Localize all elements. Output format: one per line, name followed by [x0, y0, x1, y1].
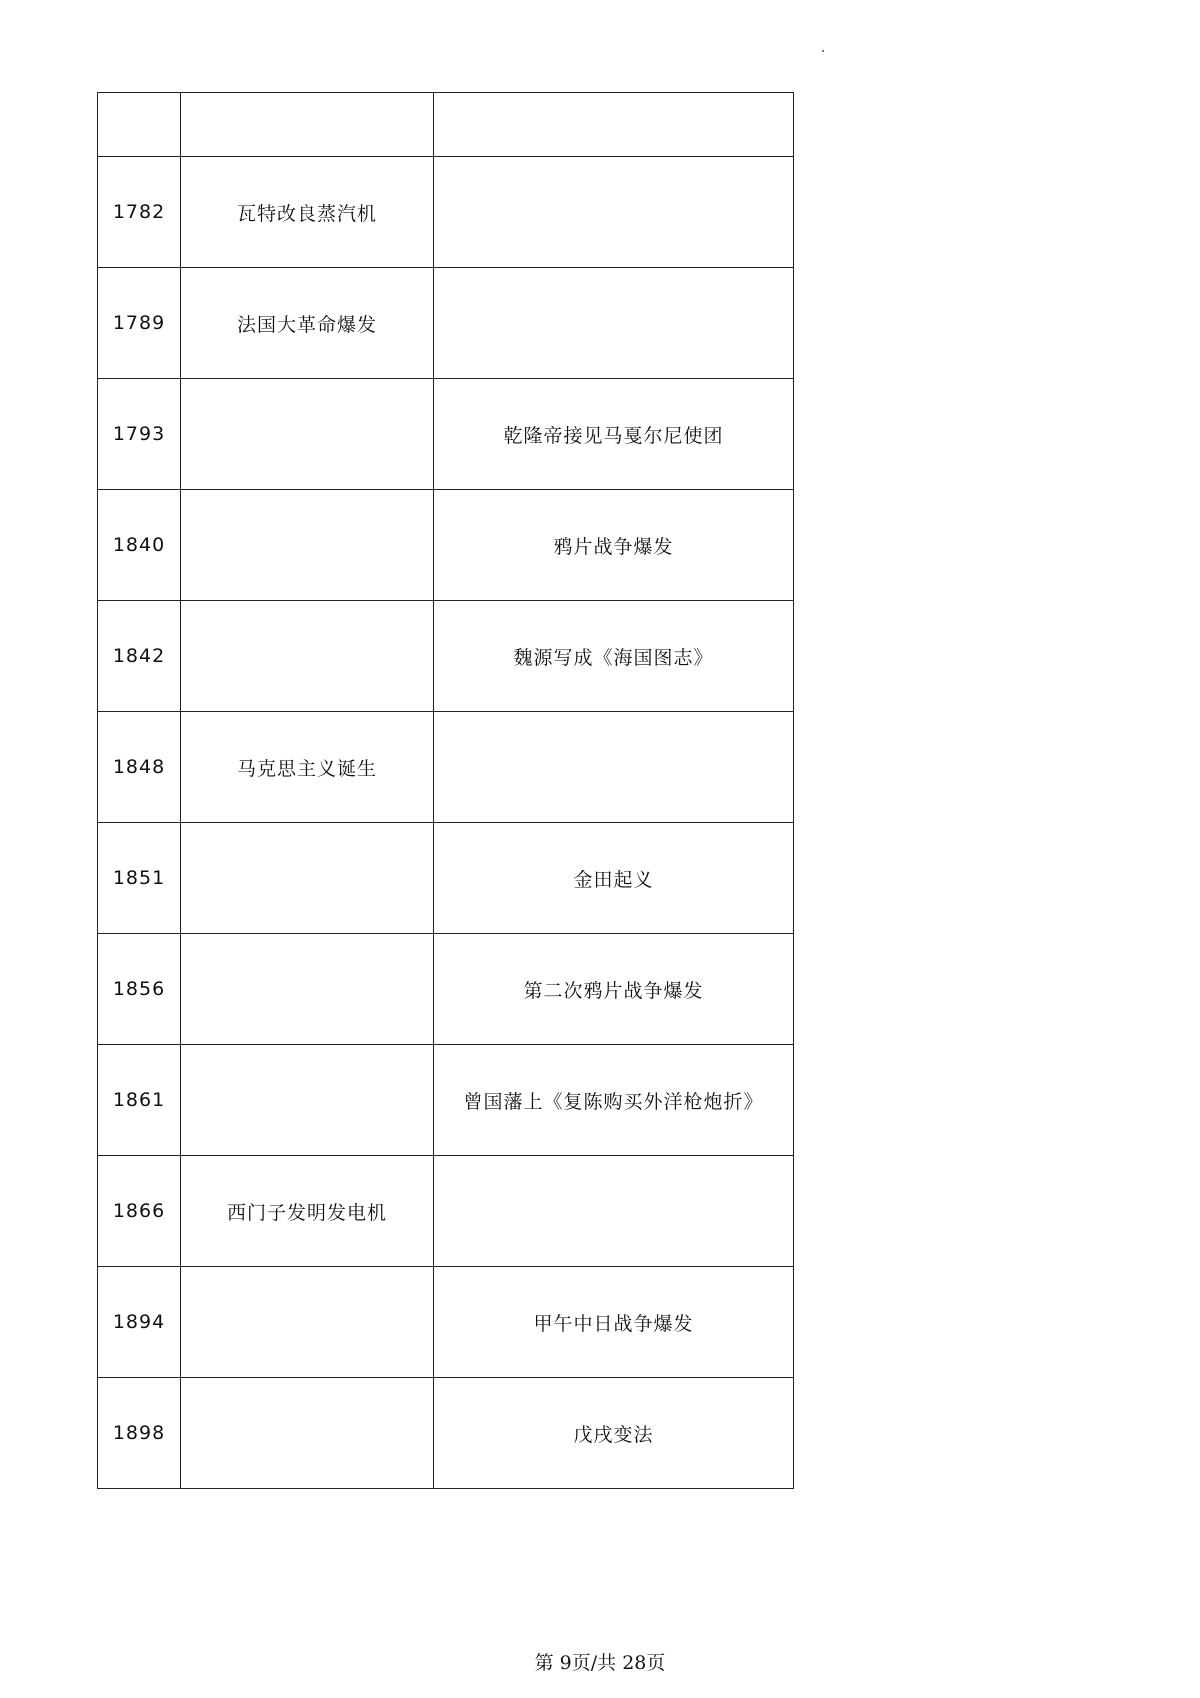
world-event-cell — [181, 934, 434, 1045]
china-event-cell: 第二次鸦片战争爆发 — [434, 934, 794, 1045]
page-speck — [822, 50, 824, 52]
table-row — [98, 601, 794, 712]
world-event-cell: 法国大革命爆发 — [181, 268, 434, 379]
china-event-cell — [434, 1156, 794, 1267]
table-row — [98, 1156, 794, 1267]
year-cell: 1840 — [98, 490, 181, 601]
world-event-cell — [181, 1378, 434, 1489]
china-event-cell: 金田起义 — [434, 823, 794, 934]
history-timeline-table — [97, 92, 794, 1489]
world-event-cell: 瓦特改良蒸汽机 — [181, 157, 434, 268]
header-china-cell — [434, 93, 794, 157]
world-event-cell: 西门子发明发电机 — [181, 1156, 434, 1267]
world-event-cell — [181, 601, 434, 712]
year-cell: 1866 — [98, 1156, 181, 1267]
china-event-cell: 曾国藩上《复陈购买外洋枪炮折》 — [434, 1045, 794, 1156]
table-row — [98, 1045, 794, 1156]
table-row — [98, 268, 794, 379]
year-cell: 1898 — [98, 1378, 181, 1489]
world-event-cell — [181, 823, 434, 934]
table-row — [98, 157, 794, 268]
year-cell: 1789 — [98, 268, 181, 379]
table-row — [98, 490, 794, 601]
china-event-cell — [434, 712, 794, 823]
year-cell: 1856 — [98, 934, 181, 1045]
table-row — [98, 712, 794, 823]
year-cell: 1894 — [98, 1267, 181, 1378]
table-row — [98, 1378, 794, 1489]
table-row — [98, 823, 794, 934]
world-event-cell — [181, 1267, 434, 1378]
header-world-cell — [181, 93, 434, 157]
year-cell: 1793 — [98, 379, 181, 490]
china-event-cell: 乾隆帝接见马戛尔尼使团 — [434, 379, 794, 490]
world-event-cell — [181, 379, 434, 490]
world-event-cell — [181, 1045, 434, 1156]
header-row — [98, 93, 794, 157]
china-event-cell: 戊戌变法 — [434, 1378, 794, 1489]
world-event-cell: 马克思主义诞生 — [181, 712, 434, 823]
table-row — [98, 379, 794, 490]
china-event-cell: 甲午中日战争爆发 — [434, 1267, 794, 1378]
year-cell: 1848 — [98, 712, 181, 823]
year-cell: 1842 — [98, 601, 181, 712]
year-cell: 1851 — [98, 823, 181, 934]
china-event-cell: 鸦片战争爆发 — [434, 490, 794, 601]
table-row — [98, 934, 794, 1045]
page-number-footer: 第 9页/共 28页 — [534, 1652, 666, 1674]
year-cell: 1782 — [98, 157, 181, 268]
china-event-cell — [434, 157, 794, 268]
header-year-cell — [98, 93, 181, 157]
world-event-cell — [181, 490, 434, 601]
china-event-cell: 魏源写成《海国图志》 — [434, 601, 794, 712]
china-event-cell — [434, 268, 794, 379]
year-cell: 1861 — [98, 1045, 181, 1156]
table-row — [98, 1267, 794, 1378]
